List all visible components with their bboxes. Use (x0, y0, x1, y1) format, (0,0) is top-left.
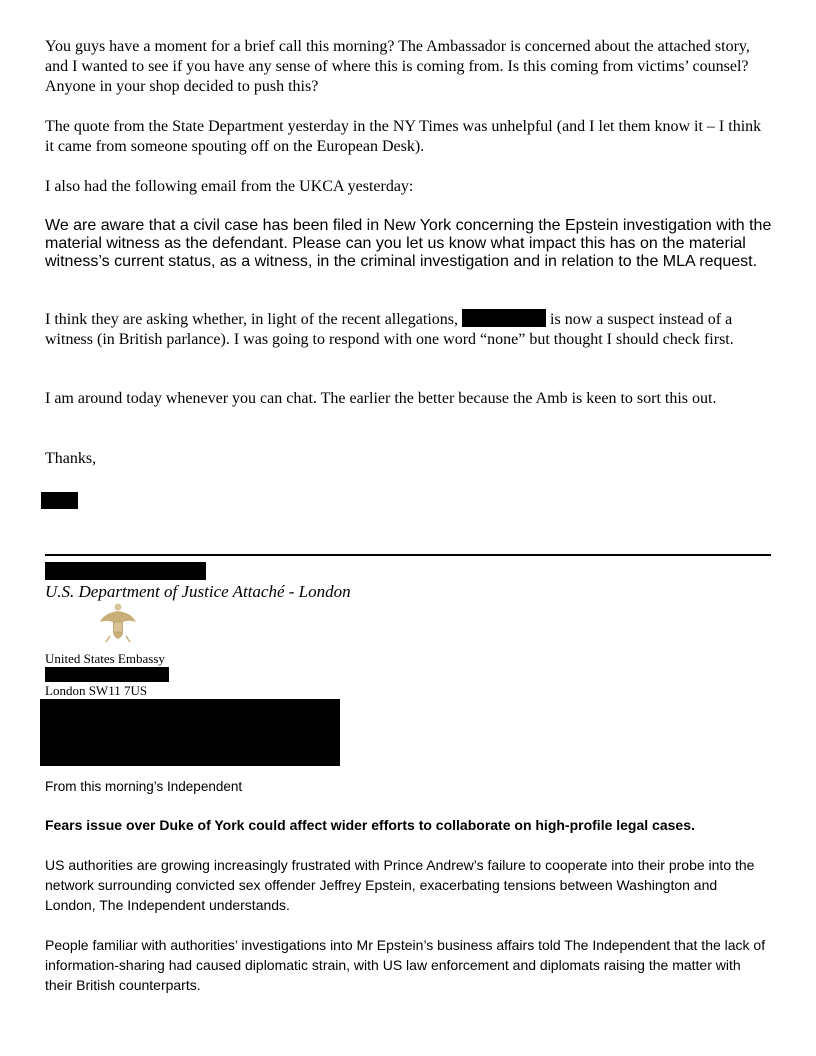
article-paragraph-2: People familiar with authorities’ investigations into Mr Epstein’s business affairs told The Independent that the lack of information-sharing had caused diplomatic strain, with US law enforcement and diplomats raising the matter with their British counterparts. (45, 937, 766, 993)
signature-city: London SW11 7US (45, 683, 148, 698)
us-great-seal-icon (98, 602, 138, 644)
email-paragraph-2: The quote from the State Department yesterday in the NY Times was unhelpful (and I let them know it – I think it came from someone spouting off on the European Desk). (45, 118, 762, 155)
redaction-address-line (45, 667, 169, 682)
email-paragraph-4 (45, 309, 770, 350)
quoted-email: We are aware that a civil case has been filed in New York concerning the Epstein investigation with the material witness as the defendant. Please can you let us know what impact this has on the material witness’s current status, as a witness, in the criminal investigation and in relation to the MLA request. (45, 217, 772, 270)
redaction-sender-name (41, 492, 78, 509)
email-paragraph-1: You guys have a moment for a brief call this morning? The Ambassador is concerned about the attached story, and I wanted to see if you have any sense of where this is coming from. Is this coming from victims’ counsel? Anyone in your shop decided to push this? (45, 38, 750, 95)
email-closing: Thanks, (45, 450, 97, 467)
article-headline: Fears issue over Duke of York could affect wider efforts to collaborate on high-profile legal cases. (45, 817, 695, 833)
paragraph-4-end: is now a suspect instead of a witness (in British parlance). I was going to respond with one word “none” but thought I should check first. (45, 311, 734, 348)
signature-divider (45, 554, 771, 556)
redaction-contact-block (40, 699, 340, 766)
signature-title: U.S. Department of Justice Attaché - London (45, 582, 351, 601)
email-paragraph-5: I am around today whenever you can chat. The earlier the better because the Amb is keen to sort this out. (45, 390, 717, 407)
paragraph-4-start: I think they are asking whether, in light of the recent allegations, (45, 311, 459, 328)
email-paragraph-3: I also had the following email from the UKCA yesterday: (45, 178, 414, 195)
signature-org: United States Embassy (45, 651, 165, 666)
redaction-signature-name (45, 562, 206, 580)
article-source: From this morning’s Independent (45, 779, 243, 794)
redaction-name (462, 309, 546, 327)
article-paragraph-1: US authorities are growing increasingly frustrated with Prince Andrew’s failure to cooperate into their probe into the network surrounding convicted sex offender Jeffrey Epstein, exacerbating tensions between Washington and London, The Independent understands. (45, 857, 755, 913)
